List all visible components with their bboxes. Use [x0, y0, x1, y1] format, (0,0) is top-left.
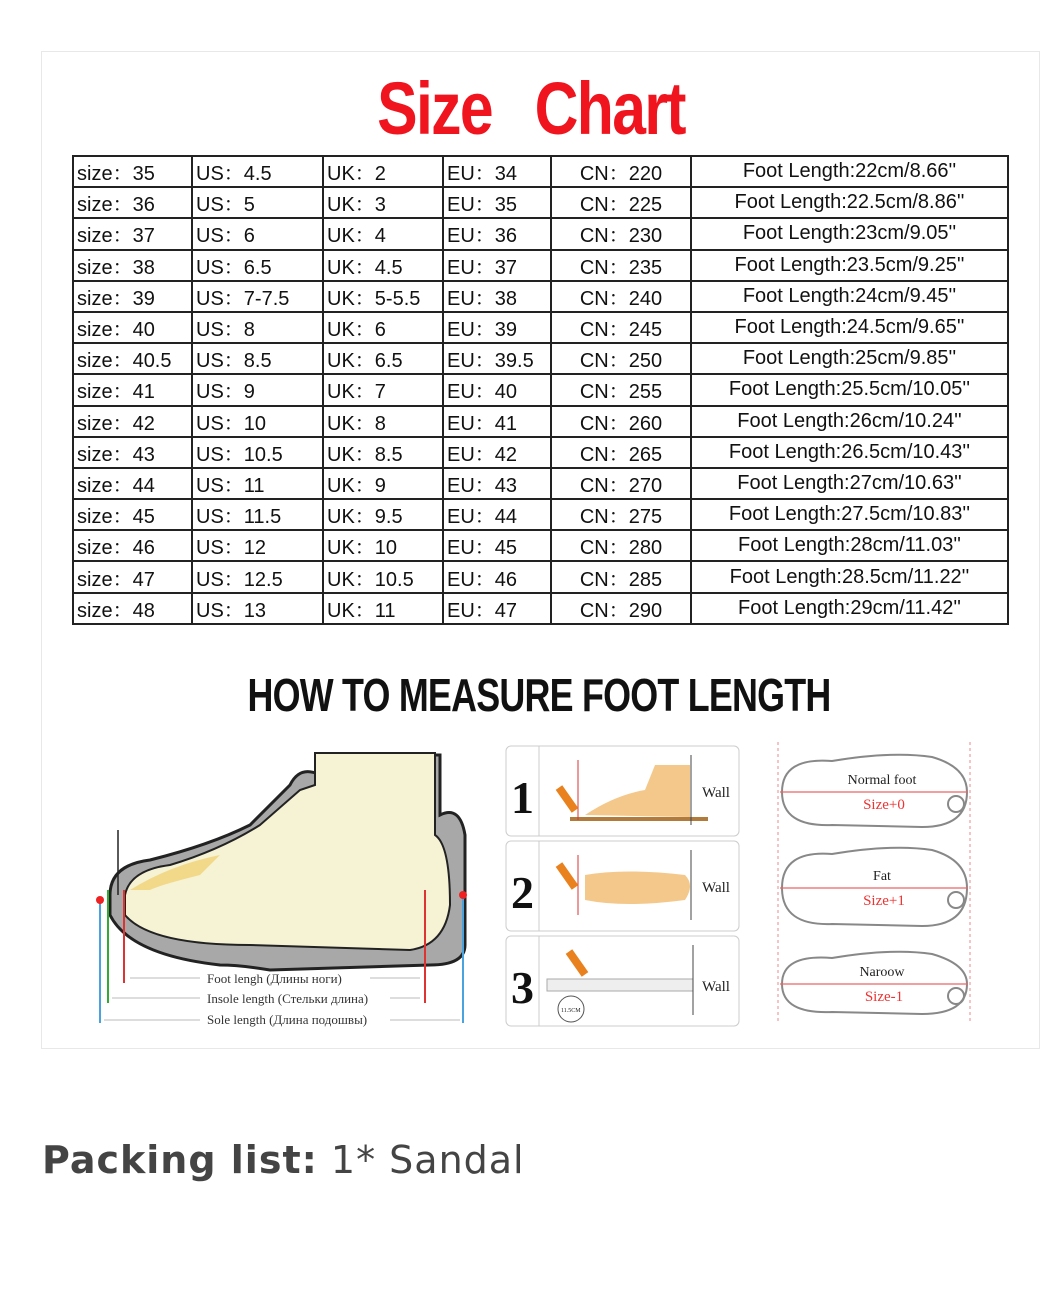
step-1: [506, 746, 739, 836]
foot-width-types: [772, 742, 977, 1027]
size-cell: size：40: [73, 312, 192, 343]
foot-type-size: Size+0: [863, 797, 905, 813]
eu-cell: EU：39: [443, 312, 551, 343]
uk-cell: UK：3: [323, 187, 443, 218]
cn-cell: CN：245: [551, 312, 691, 343]
foot-length-cell: Foot Length:22.5cm/8.86'': [691, 187, 1008, 218]
table-row: [73, 530, 1008, 561]
foot-length-cell: Foot Length:27.5cm/10.83'': [691, 499, 1008, 530]
foot-length-cell: Foot Length:22cm/8.66'': [691, 156, 1008, 187]
table-row: [73, 593, 1008, 624]
title-word-size: Size: [377, 67, 492, 150]
size-cell: size：47: [73, 561, 192, 592]
cn-cell: CN：285: [551, 561, 691, 592]
table-row: [73, 561, 1008, 592]
cn-cell: CN：270: [551, 468, 691, 499]
us-cell: US：13: [192, 593, 323, 624]
eu-cell: EU：41: [443, 406, 551, 437]
foot-length-cell: Foot Length:23.5cm/9.25'': [691, 250, 1008, 281]
step-2: [506, 841, 739, 931]
uk-cell: UK：2: [323, 156, 443, 187]
how-to-measure-title: HOW TO MEASURE FOOT LENGTH: [247, 669, 831, 721]
foot-length-cell: Foot Length:24cm/9.45'': [691, 281, 1008, 312]
size-cell: size：48: [73, 593, 192, 624]
cn-cell: CN：235: [551, 250, 691, 281]
us-cell: US：5: [192, 187, 323, 218]
svg-text:Wall: Wall: [702, 979, 730, 995]
size-cell: size：42: [73, 406, 192, 437]
cn-cell: CN：275: [551, 499, 691, 530]
table-row: [73, 468, 1008, 499]
size-cell: size：46: [73, 530, 192, 561]
foot-length-cell: Foot Length:23cm/9.05'': [691, 218, 1008, 249]
uk-cell: UK：8: [323, 406, 443, 437]
eu-cell: EU：45: [443, 530, 551, 561]
svg-text:1: 1: [511, 772, 534, 823]
step-3: [506, 936, 739, 1026]
size-chart-title: [96, 66, 967, 151]
size-cell: size：41: [73, 374, 192, 405]
uk-cell: UK：6: [323, 312, 443, 343]
cn-cell: CN：225: [551, 187, 691, 218]
table-row: [73, 437, 1008, 468]
cn-cell: CN：265: [551, 437, 691, 468]
svg-text:2: 2: [511, 867, 534, 918]
cn-cell: CN：255: [551, 374, 691, 405]
foot-length-cell: Foot Length:29cm/11.42'': [691, 593, 1008, 624]
svg-text:Wall: Wall: [702, 880, 730, 896]
uk-cell: UK：5-5.5: [323, 281, 443, 312]
us-cell: US：12: [192, 530, 323, 561]
cn-cell: CN：290: [551, 593, 691, 624]
table-row: [73, 187, 1008, 218]
us-cell: US：4.5: [192, 156, 323, 187]
cn-cell: CN：240: [551, 281, 691, 312]
us-cell: US：11.5: [192, 499, 323, 530]
measurement-steps: [505, 745, 741, 1027]
eu-cell: EU：37: [443, 250, 551, 281]
title-word-chart: Chart: [534, 67, 685, 150]
eu-cell: EU：47: [443, 593, 551, 624]
foot-type-label: Fat: [873, 869, 891, 884]
foot-length-cell: Foot Length:24.5cm/9.65'': [691, 312, 1008, 343]
foot-length-cell: Foot Length:26cm/10.24'': [691, 406, 1008, 437]
size-cell: size：37: [73, 218, 192, 249]
foot-type-1: [780, 848, 968, 926]
table-row: [73, 343, 1008, 374]
uk-cell: UK：4: [323, 218, 443, 249]
us-cell: US：11: [192, 468, 323, 499]
foot-type-size: Size-1: [864, 989, 904, 1005]
foot-type-label: Normal foot: [847, 773, 917, 788]
us-cell: US：6.5: [192, 250, 323, 281]
uk-cell: UK：6.5: [323, 343, 443, 374]
us-cell: US：8: [192, 312, 323, 343]
size-cell: size：38: [73, 250, 192, 281]
us-cell: US：9: [192, 374, 323, 405]
eu-cell: EU：43: [443, 468, 551, 499]
table-row: [73, 281, 1008, 312]
size-cell: size：43: [73, 437, 192, 468]
cn-cell: CN：260: [551, 406, 691, 437]
eu-cell: EU：39.5: [443, 343, 551, 374]
cn-cell: CN：280: [551, 530, 691, 561]
eu-cell: EU：42: [443, 437, 551, 468]
eu-cell: EU：38: [443, 281, 551, 312]
uk-cell: UK：9.5: [323, 499, 443, 530]
us-cell: US：7-7.5: [192, 281, 323, 312]
packing-list-label: Packing list:: [42, 1138, 318, 1182]
size-cell: size：45: [73, 499, 192, 530]
table-row: [73, 218, 1008, 249]
size-cell: size：39: [73, 281, 192, 312]
size-cell: size：44: [73, 468, 192, 499]
svg-text:11.5CM: 11.5CM: [561, 1008, 581, 1014]
us-cell: US：8.5: [192, 343, 323, 374]
size-table: [72, 155, 1009, 625]
insole-length-label: Insole length (Стельки длина): [207, 991, 369, 1006]
eu-cell: EU：35: [443, 187, 551, 218]
sole-length-label: Sole length (Длина подошвы): [207, 1012, 368, 1027]
foot-type-0: [780, 755, 968, 827]
us-cell: US：12.5: [192, 561, 323, 592]
table-row: [73, 156, 1008, 187]
foot-type-2: [780, 952, 968, 1014]
cn-cell: CN：230: [551, 218, 691, 249]
table-row: [73, 406, 1008, 437]
shoe-measurement-diagram: [90, 745, 480, 1030]
table-row: [73, 312, 1008, 343]
eu-cell: EU：34: [443, 156, 551, 187]
foot-length-cell: Foot Length:27cm/10.63'': [691, 468, 1008, 499]
svg-text:3: 3: [511, 962, 534, 1013]
uk-cell: UK：9: [323, 468, 443, 499]
cn-cell: CN：250: [551, 343, 691, 374]
eu-cell: EU：46: [443, 561, 551, 592]
foot-type-size: Size+1: [863, 893, 905, 909]
uk-cell: UK：11: [323, 593, 443, 624]
us-cell: US：10.5: [192, 437, 323, 468]
size-cell: size：40.5: [73, 343, 192, 374]
foot-length-cell: Foot Length:25cm/9.85'': [691, 343, 1008, 374]
foot-length-cell: Foot Length:26.5cm/10.43'': [691, 437, 1008, 468]
table-row: [73, 374, 1008, 405]
eu-cell: EU：44: [443, 499, 551, 530]
uk-cell: UK：8.5: [323, 437, 443, 468]
uk-cell: UK：4.5: [323, 250, 443, 281]
foot-type-label: Naroow: [859, 965, 905, 980]
table-row: [73, 499, 1008, 530]
size-cell: size：36: [73, 187, 192, 218]
us-cell: US：6: [192, 218, 323, 249]
us-cell: US：10: [192, 406, 323, 437]
uk-cell: UK：10.5: [323, 561, 443, 592]
packing-list-value: 1* Sandal: [330, 1138, 525, 1182]
foot-length-cell: Foot Length:25.5cm/10.05'': [691, 374, 1008, 405]
eu-cell: EU：36: [443, 218, 551, 249]
eu-cell: EU：40: [443, 374, 551, 405]
size-cell: size：35: [73, 156, 192, 187]
foot-length-cell: Foot Length:28.5cm/11.22'': [691, 561, 1008, 592]
uk-cell: UK：10: [323, 530, 443, 561]
table-row: [73, 250, 1008, 281]
cn-cell: CN：220: [551, 156, 691, 187]
foot-length-label: Foot lengh (Длины ноги): [207, 971, 342, 986]
uk-cell: UK：7: [323, 374, 443, 405]
packing-list: [42, 1138, 525, 1182]
svg-text:Wall: Wall: [702, 785, 730, 801]
foot-length-cell: Foot Length:28cm/11.03'': [691, 530, 1008, 561]
